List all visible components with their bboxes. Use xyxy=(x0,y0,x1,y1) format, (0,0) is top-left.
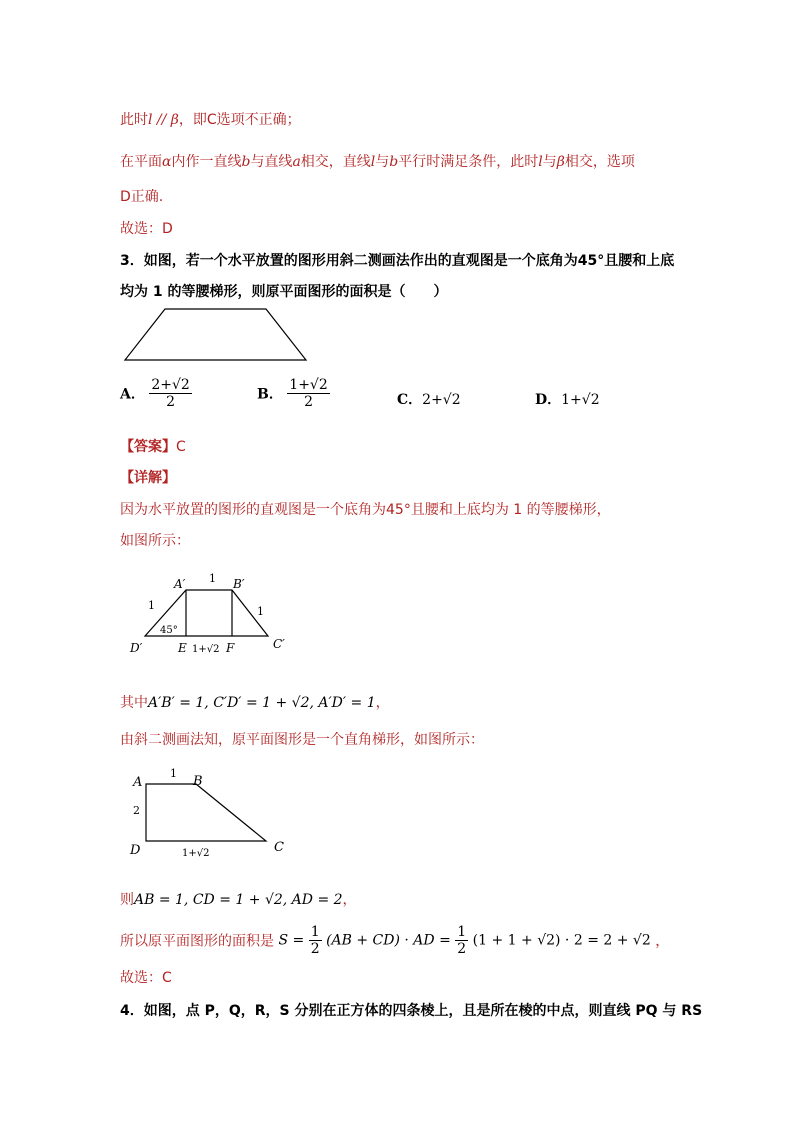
detail-paragraph-3 xyxy=(120,692,390,712)
fig1-label-B: B′ xyxy=(233,577,245,591)
l2-h: 相交，选项 xyxy=(564,154,635,170)
text-line-1 xyxy=(120,109,301,129)
answer-line xyxy=(120,436,186,456)
option-b-fraction xyxy=(287,377,329,410)
p6-half-fraction-1 xyxy=(309,924,322,957)
option-b-label: B． xyxy=(257,386,283,403)
fig1-label-angle: 45° xyxy=(160,625,178,636)
fig1-label-F: F xyxy=(226,641,235,655)
p3-prefix: 其中 xyxy=(120,695,148,711)
p3-math: A′B′ = 1, C′D′ = 1 + √2, A′D′ = 1 xyxy=(148,695,376,711)
option-a-denominator: 2 xyxy=(166,394,176,410)
fig1-label-base: 1+√2 xyxy=(192,644,220,655)
line1-suffix: ，即C选项不正确； xyxy=(178,112,301,128)
detail-paragraph-5 xyxy=(120,889,357,909)
var-b-2: b xyxy=(389,154,399,170)
fig2-label-D: D xyxy=(130,843,141,858)
var-a: a xyxy=(292,154,301,170)
answer-tag: 【答案】 xyxy=(120,439,176,455)
p6-half-fraction-2 xyxy=(455,924,468,957)
fig2-label-top: 1 xyxy=(170,767,177,780)
p6-half-den-1: 2 xyxy=(310,941,320,957)
option-a[interactable] xyxy=(120,377,192,410)
option-d-label: D． xyxy=(535,392,562,408)
option-b-numerator: 1+√2 xyxy=(289,377,328,393)
option-c[interactable] xyxy=(397,389,461,409)
var-l: l xyxy=(370,154,376,170)
text-line-4: 故选：D xyxy=(120,221,173,237)
question-3-line-1: 3．如图，若一个水平放置的图形用斜二测画法作出的直观图是一个底角为45°且腰和上底 xyxy=(120,253,675,269)
fig1-label-D: D′ xyxy=(130,641,143,655)
fig2-label-B: B xyxy=(193,774,203,789)
p6-math-c: (1 + 1 + √2) · 2 = 2 + √2 xyxy=(472,932,651,949)
fig2-label-A: A xyxy=(133,775,143,790)
option-a-label: A． xyxy=(120,386,145,403)
alpha-symbol: α xyxy=(162,154,172,170)
p6-half-den-2: 2 xyxy=(457,941,467,957)
beta-symbol: β xyxy=(556,154,565,170)
parallel-expression: l // β xyxy=(148,112,179,128)
option-b[interactable] xyxy=(257,377,330,410)
intuitive-trapezoid-figure xyxy=(120,568,300,660)
p6-half-num-2: 1 xyxy=(457,924,467,940)
option-a-fraction xyxy=(149,377,191,410)
var-l-2: l xyxy=(538,154,543,170)
question-3-line-2: 均为 1 的等腰梯形，则原平面图形的面积是（ ） xyxy=(120,284,448,300)
original-right-trapezoid-figure xyxy=(120,762,300,862)
l2-a: 在平面 xyxy=(120,154,162,170)
question-4-line-1: 4．如图，点 P，Q，R，S 分别在正方体的四条棱上，且是所在棱的中点，则直线 PQ 与 RS xyxy=(120,1003,703,1019)
detail-paragraph-2: 如图所示： xyxy=(120,533,190,549)
option-a-numerator: 2+√2 xyxy=(151,377,190,393)
p5-math: AB = 1, CD = 1 + √2, AD = 2 xyxy=(134,892,343,908)
var-b: b xyxy=(241,154,251,170)
l2-b: 内作一直线 xyxy=(171,154,242,170)
text-line-3: D正确. xyxy=(120,189,164,205)
l2-g: 与 xyxy=(542,154,557,170)
l2-e: 与 xyxy=(375,154,390,170)
fig1-label-top: 1 xyxy=(209,572,216,585)
detail-paragraph-6 xyxy=(120,924,669,957)
p6-half-num-1: 1 xyxy=(310,924,320,940)
option-c-label: C． xyxy=(397,392,423,408)
p5-suffix: ， xyxy=(342,892,357,908)
detail-tag: 【详解】 xyxy=(120,470,176,486)
l2-f: 平行时满足条件，此时 xyxy=(398,154,539,170)
fig1-label-right: 1 xyxy=(257,605,264,618)
option-b-denominator: 2 xyxy=(304,394,313,410)
fig1-label-A: A′ xyxy=(174,577,186,591)
p6-suffix: ， xyxy=(655,933,670,950)
detail-paragraph-4: 由斜二测画法知，原平面图形是一个直角梯形，如图所示： xyxy=(120,732,484,748)
option-c-value: 2+√2 xyxy=(422,392,461,408)
text-line-2 xyxy=(120,151,635,171)
option-d-value: 1+√2 xyxy=(561,392,600,408)
option-d[interactable] xyxy=(535,389,600,409)
trapezoid-shape xyxy=(125,309,306,360)
p5-prefix: 则 xyxy=(120,892,134,908)
fig2-label-C: C xyxy=(274,840,284,855)
p6-prefix: 所以原平面图形的面积是 xyxy=(120,933,274,950)
detail-paragraph-1: 因为水平放置的图形的直观图是一个底角为45°且腰和上底均为 1 的等腰梯形， xyxy=(120,502,611,518)
detail-paragraph-7: 故选：C xyxy=(120,970,172,986)
p6-math-a: S = xyxy=(278,932,305,949)
fig2-trapezoid xyxy=(146,784,266,841)
fig2-label-base: 1+√2 xyxy=(182,848,210,859)
l2-d: 相交，直线 xyxy=(300,154,371,170)
fig1-label-E: E xyxy=(178,641,187,655)
p6-math-b: (AB + CD) · AD = xyxy=(326,932,451,949)
p3-suffix: ， xyxy=(375,695,390,711)
fig2-label-left: 2 xyxy=(133,804,140,817)
line1-prefix: 此时 xyxy=(120,112,148,128)
fig1-label-left: 1 xyxy=(148,599,155,612)
answer-value: C xyxy=(176,439,186,455)
fig1-label-C: C′ xyxy=(273,637,285,651)
l2-c: 与直线 xyxy=(250,154,293,170)
question-trapezoid-figure xyxy=(120,305,312,365)
